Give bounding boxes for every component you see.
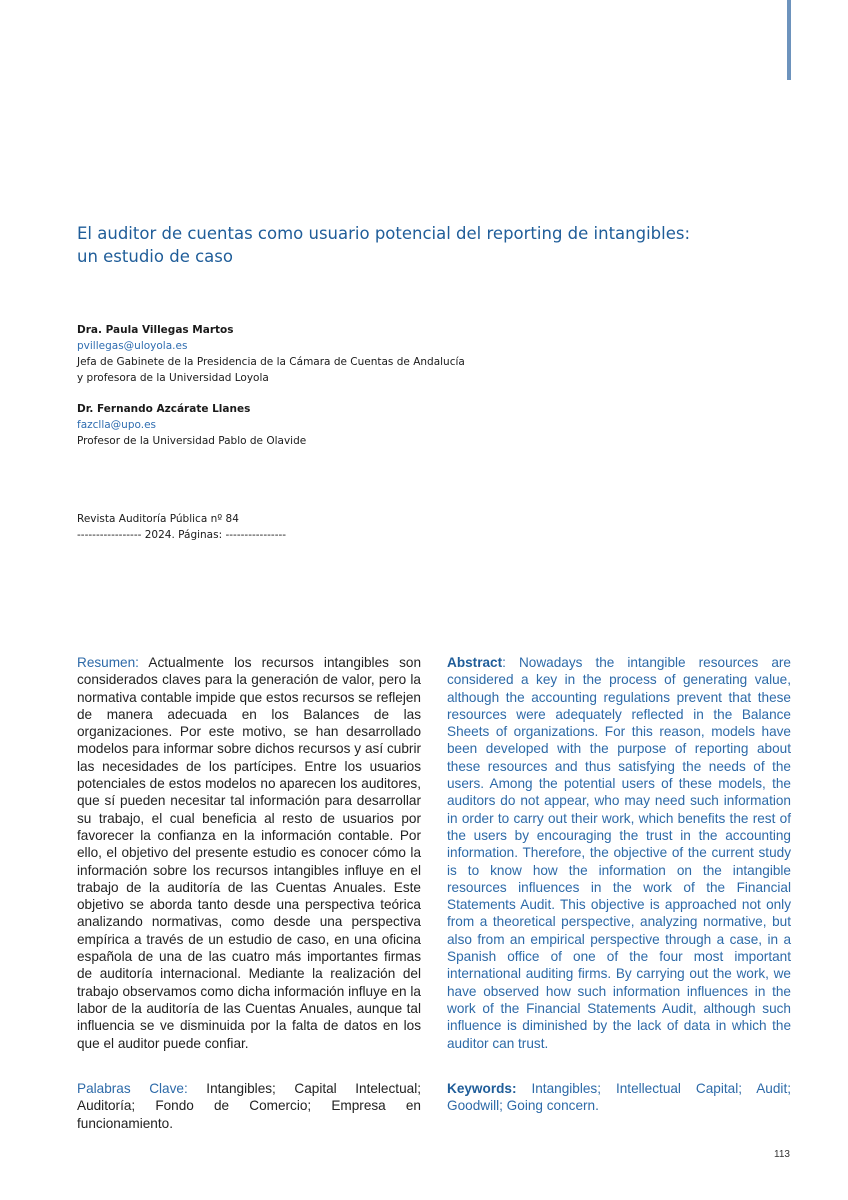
keywords-label: Keywords: — [447, 1081, 517, 1096]
author-affiliation: Jefa de Gabinete de la Presidencia de la Cámara de Cuentas de Andalucía — [77, 356, 465, 368]
palabras-clave-text: Intangibles; Capital Intelectual; Auditoría; Fondo de Comercio; Empresa en funcionamiento. — [77, 1081, 421, 1131]
author-email[interactable]: pvillegas@uloyola.es — [77, 340, 188, 352]
page-number: 113 — [774, 1149, 790, 1160]
resumen-text: Actualmente los recursos intangibles son considerados claves para la generación de valor, pero la normativa contable impide que estos recursos se reflejen de manera adecuada en los Balances de las organizaciones. Por este motivo, se han desarrollado modelos para informar sobre dichos recursos y así cubrir las necesidades de los partícipes. Entre los usuarios potenciales de estos modelos no aparecen los auditores, que sí pueden necesitar tal información para desarrollar su trabajo, el cual beneficia al resto de usuarios por favorecer la confianza en la información contable. Por ello, el objetivo del presente estudio es conocer cómo la información sobre los recursos intangibles influye en el trabajo de la auditoría de las Cuentas Anuales. Este objetivo se aborda tanto desde una perspectiva teórica analizando normativas, como desde una perspectiva empírica a través de un estudio de caso, en una oficina española de una de las cuatro más importantes firmas de auditoría internacional. Mediante la realización del trabajo observamos como dicha información influye en la labor de la auditoría de las Cuentas Anuales, aunque tal influencia se ve disminuida por la falta de datos en los que el auditor puede confiar. — [77, 655, 421, 1051]
journal-info — [77, 511, 477, 543]
author-affiliation: Profesor de la Universidad Pablo de Olavide — [77, 435, 307, 447]
palabras-clave-label: Palabras Clave: — [77, 1081, 188, 1096]
resumen-label: Resumen: — [77, 655, 139, 670]
author-email[interactable]: fazclla@upo.es — [77, 419, 157, 431]
abstract-paragraph — [447, 654, 791, 1052]
title-line-2: un estudio de caso — [77, 247, 233, 266]
author-name: Dr. Fernando Azcárate Llanes — [77, 403, 251, 415]
keywords — [447, 1080, 791, 1115]
author-block-1 — [77, 322, 577, 386]
title-line-1: El auditor de cuentas como usuario potencial del reporting de intangibles: — [77, 224, 691, 243]
abstract-text: : Nowadays the intangible resources are considered a key in the process of generating value, although the accounting regulations prevent that these resources were adequately reflected in the Balance Sheets of organizations. For this reason, models have been developed with the purpose of reporting about these resources and thus satisfying the needs of the users. Among the potential users of these models, the auditors do not appear, who may need such information in order to carry out their work, which benefits the rest of the users by encouraging the trust in the accounting information. Therefore, the objective of the current study is to know how the information on the intangible resources influences in the work of the Financial Statements Audit. This objective is approached not only from a theoretical perspective, analyzing normative, but also from an empirical perspective through a case, in a Spanish office of one of the four most important international auditing firms. By carrying out the work, we have observed how such information influences in the work of the Financial Statements Audit, although such influence is diminished by the lack of data in which the auditor can trust. — [447, 655, 791, 1051]
keywords-text: Intangibles; Intellectual Capital; Audit; Goodwill; Going concern. — [447, 1081, 791, 1114]
edge-bar — [787, 0, 791, 80]
author-name: Dra. Paula Villegas Martos — [77, 324, 234, 336]
article-title — [77, 222, 717, 268]
abstract-label: Abstract — [447, 655, 503, 670]
journal-pages: ----------------- 2024. Páginas: ---------------- — [77, 529, 287, 541]
journal-name: Revista Auditoría Pública nº 84 — [77, 513, 239, 525]
author-block-2 — [77, 401, 577, 449]
author-affiliation: y profesora de la Universidad Loyola — [77, 372, 269, 384]
resumen-paragraph — [77, 654, 421, 1052]
palabras-clave — [77, 1080, 421, 1132]
